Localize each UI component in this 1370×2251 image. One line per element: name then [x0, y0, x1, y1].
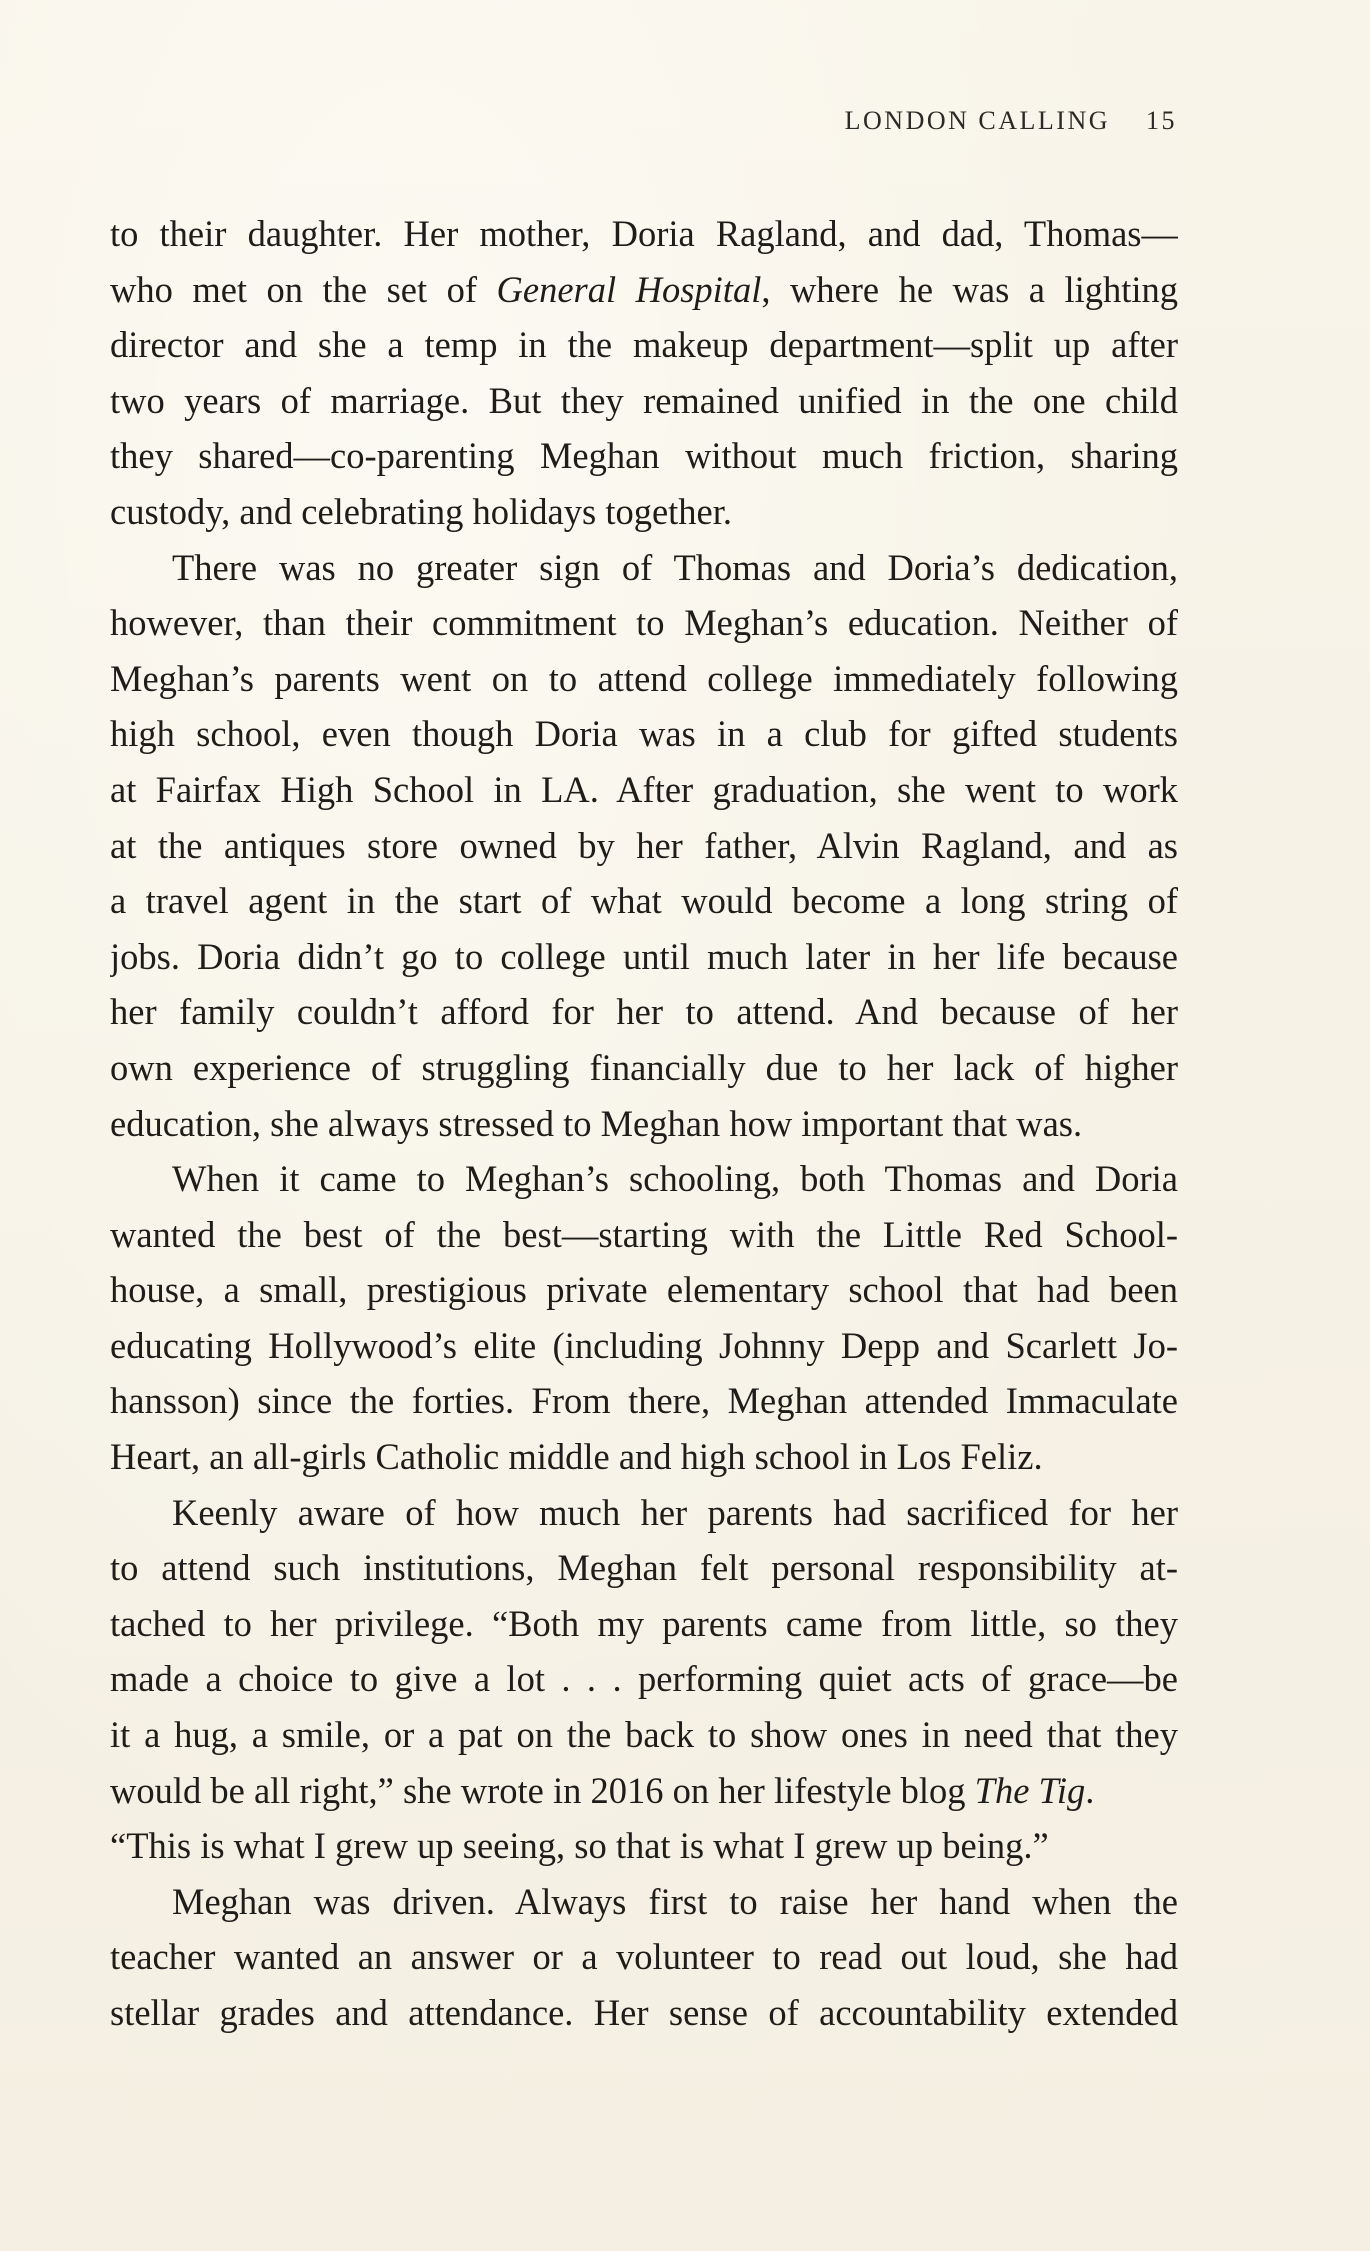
- text-line: teacher wanted an answer or a volunteer to read out loud, she had: [110, 1936, 1178, 1978]
- text-line: Heart, an all-girls Catholic middle and high school in Los Feliz.: [110, 1436, 1043, 1478]
- text-line: a travel agent in the start of what would become a long string of: [110, 880, 1178, 922]
- text-line: educating Hollywood’s elite (including Johnny Depp and Scarlett Jo-: [110, 1324, 1178, 1366]
- text-line: it a hug, a smile, or a pat on the back to show ones in need that they: [110, 1714, 1178, 1756]
- text-line: Meghan was driven. Always first to raise her hand when the: [172, 1880, 1178, 1922]
- text-line: custody, and celebrating holidays together.: [110, 490, 733, 532]
- text-line: [110, 262, 1178, 318]
- text-run: .: [1085, 1769, 1095, 1811]
- text-line: When it came to Meghan’s schooling, both Thomas and Doria: [172, 1158, 1178, 1200]
- text-run: would be all right,” she wrote in 2016 on her lifestyle blog: [110, 1769, 975, 1811]
- text-run: , where he was a lighting: [761, 268, 1178, 310]
- body-text: [110, 206, 1178, 2041]
- text-line: to their daughter. Her mother, Doria Ragland, and dad, Thomas—: [110, 213, 1178, 254]
- text-line: [110, 1763, 1178, 1819]
- text-line: house, a small, prestigious private elementary school that had been: [110, 1269, 1178, 1311]
- text-line: There was no greater sign of Thomas and Doria’s dedication,: [172, 546, 1178, 588]
- text-line: wanted the best of the best—starting with the Little Red School-: [110, 1213, 1178, 1255]
- italic-title-general-hospital: General Hospital: [496, 268, 762, 310]
- text-line: hansson) since the forties. From there, Meghan attended Immaculate: [110, 1380, 1178, 1422]
- text-line: Meghan’s parents went on to attend college immediately following: [110, 657, 1178, 699]
- text-line: Keenly aware of how much her parents had sacrificed for her: [172, 1491, 1178, 1533]
- text-line: they shared—co-parenting Meghan without much friction, sharing: [110, 435, 1178, 477]
- italic-title-the-tig: The Tig: [974, 1769, 1086, 1811]
- text-line: two years of marriage. But they remained unified in the one child: [110, 379, 1178, 421]
- running-head-title: LONDON CALLING: [844, 106, 1110, 135]
- text-line: her family couldn’t afford for her to attend. And because of her: [110, 991, 1178, 1033]
- text-line: at the antiques store owned by her father, Alvin Ragland, and as: [110, 824, 1178, 866]
- page-number: 15: [1146, 106, 1177, 135]
- text-line: at Fairfax High School in LA. After graduation, she went to work: [110, 768, 1178, 810]
- running-head: [845, 106, 1177, 136]
- text-line: education, she always stressed to Meghan how important that was.: [110, 1102, 1083, 1144]
- text-line: to attend such institutions, Meghan felt personal responsibility at-: [110, 1547, 1178, 1589]
- text-run: who met on the set of: [110, 268, 497, 310]
- text-line: tached to her privilege. “Both my parents came from little, so they: [110, 1602, 1178, 1644]
- text-line: own experience of struggling financially due to her lack of higher: [110, 1046, 1178, 1088]
- text-line: however, than their commitment to Meghan’s education. Neither of: [110, 602, 1178, 644]
- text-line: stellar grades and attendance. Her sense of accountability extended: [110, 1992, 1178, 2033]
- text-line: jobs. Doria didn’t go to college until much later in her life because: [110, 935, 1178, 977]
- text-line: director and she a temp in the makeup department—split up after: [110, 324, 1178, 366]
- text-line: high school, even though Doria was in a club for gifted students: [110, 713, 1178, 755]
- text-line: made a choice to give a lot . . . performing quiet acts of grace—be: [110, 1658, 1178, 1700]
- text-line: “This is what I grew up seeing, so that is what I grew up being.”: [110, 1825, 1049, 1867]
